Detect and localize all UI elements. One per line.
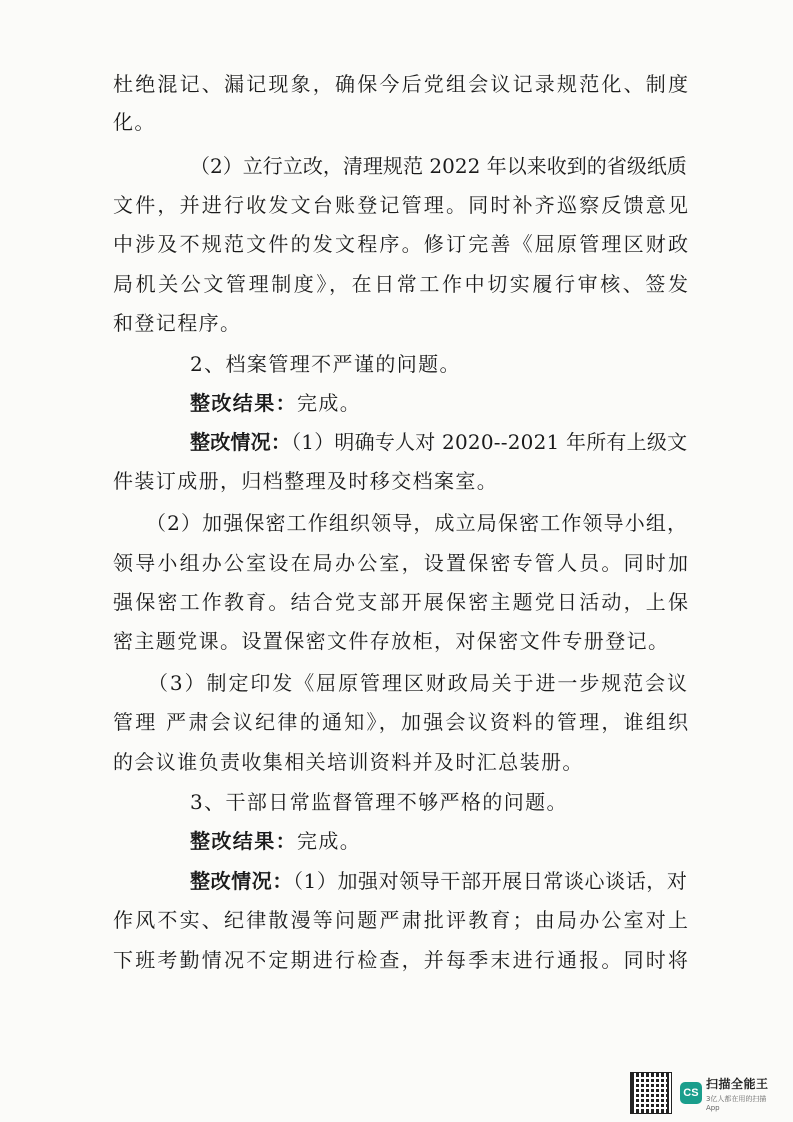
text-line <box>113 749 584 775</box>
text-segment: 完成。 <box>297 829 362 853</box>
text-segment: 化。 <box>113 110 156 134</box>
qr-code-icon <box>630 1072 672 1114</box>
watermark-title: 扫描全能王 <box>705 1076 769 1091</box>
text-line <box>190 390 361 416</box>
text-line <box>113 310 241 336</box>
text-segment: （1）明确专人对 2020--2021 年所有上级文 <box>291 430 688 454</box>
text-segment: 件装订成册，归档整理及时移交档案室。 <box>113 469 499 493</box>
text-segment: 管理 严肃会议纪律的通知》，加强会议资料的管理，谁组织 <box>113 710 691 734</box>
text-segment: 完成。 <box>297 391 362 415</box>
scanner-watermark <box>630 1072 780 1114</box>
text-line <box>113 589 690 615</box>
bold-label: 整改情况： <box>190 430 292 454</box>
watermark-subtitle: 3亿人都在用的扫描App <box>705 1094 767 1112</box>
text-line <box>113 907 690 933</box>
text-line <box>148 670 689 696</box>
text-line <box>113 947 690 973</box>
text-segment: 局机关公文管理制度》，在日常工作中切实履行审核、签发 <box>113 272 691 296</box>
text-segment: 强保密工作教育。结合党支部开展保密主题党日活动，上保 <box>113 590 691 614</box>
text-line <box>113 271 691 297</box>
text-line <box>113 109 156 135</box>
text-line <box>190 868 687 894</box>
text-segment: 作风不实、纪律散漫等问题严肃批评教育；由局办公室对上 <box>113 908 691 932</box>
text-line <box>190 429 687 455</box>
text-line <box>146 510 688 536</box>
text-segment: 杜绝混记、漏记现象，确保今后党组会议记录规范化、制度 <box>113 72 691 96</box>
text-segment: 2、档案管理不严谨的问题。 <box>190 352 461 376</box>
text-segment: 中涉及不规范文件的发文程序。修订完善《屈原管理区财政 <box>113 232 691 256</box>
bold-label: 整改情况： <box>190 869 293 893</box>
text-line <box>113 709 690 735</box>
bold-label: 整改结果： <box>190 829 297 853</box>
text-segment: 和登记程序。 <box>113 311 242 335</box>
text-line <box>113 468 498 494</box>
text-line <box>113 231 690 257</box>
text-segment: 3、干部日常监督管理不够严格的问题。 <box>190 790 568 814</box>
text-line <box>113 71 690 97</box>
text-segment: 下班考勤情况不定期进行检查，并每季末进行通报。同时将 <box>113 948 691 972</box>
text-line <box>113 192 690 218</box>
text-segment: 文件，并进行收发文台账登记管理。同时补齐巡察反馈意见 <box>113 193 691 217</box>
text-line <box>113 550 690 576</box>
text-segment: 领导小组办公室设在局办公室，设置保密专管人员。同时加 <box>113 551 691 575</box>
text-line <box>190 153 687 179</box>
text-line <box>190 789 568 815</box>
text-segment: （3）制定印发《屈原管理区财政局关于进一步规范会议 <box>148 671 689 695</box>
text-segment: 密主题党课。设置保密文件存放柜，对保密文件专册登记。 <box>113 629 670 653</box>
camscanner-logo-icon: CS <box>680 1082 702 1104</box>
text-line <box>190 828 361 854</box>
text-segment: （2）加强保密工作组织领导，成立局保密工作领导小组， <box>146 511 689 535</box>
bold-label: 整改结果： <box>190 391 297 415</box>
text-line <box>113 628 669 654</box>
text-segment: 的会议谁负责收集相关培训资料并及时汇总装册。 <box>113 750 584 774</box>
text-segment: （2）立行立改，清理规范 2022 年以来收到的省级纸质 <box>190 154 687 178</box>
text-line <box>190 351 461 377</box>
text-segment: （1）加强对领导干部开展日常谈心谈话，对 <box>292 869 688 893</box>
